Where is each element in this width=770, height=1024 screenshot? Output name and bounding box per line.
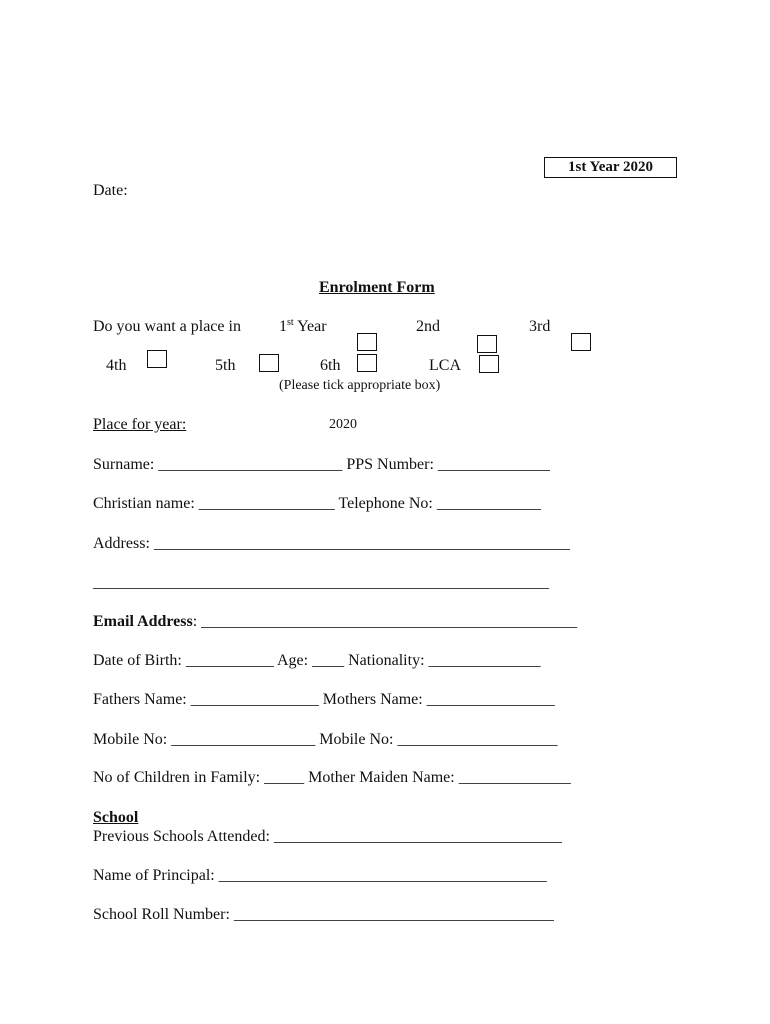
option-6th-label: 6th <box>320 357 341 374</box>
checkbox-5th-year[interactable] <box>259 354 279 372</box>
previous-schools-line[interactable]: Previous Schools Attended: ____________________________________ <box>93 828 562 845</box>
place-for-year-label: Place for year: <box>93 416 187 433</box>
checkbox-2nd-year[interactable] <box>477 335 497 353</box>
email-address-line[interactable] <box>93 613 577 631</box>
dob-age-nationality-line[interactable]: Date of Birth: ___________ Age: ____ Nationality: ______________ <box>93 652 541 669</box>
checkbox-6th-year[interactable] <box>357 354 377 372</box>
surname-pps-line[interactable]: Surname: _______________________ PPS Number: ______________ <box>93 456 550 473</box>
tick-instruction: (Please tick appropriate box) <box>279 378 441 393</box>
form-title: Enrolment Form <box>319 279 435 296</box>
address-line-2[interactable]: _________________________________________________________ <box>93 574 549 591</box>
option-1st-year-label: 1st Year <box>279 317 327 335</box>
children-maiden-name-line[interactable]: No of Children in Family: _____ Mother Maiden Name: ______________ <box>93 769 571 786</box>
email-address-label: Email Address <box>93 613 193 630</box>
place-question: Do you want a place in <box>93 318 241 335</box>
checkbox-3rd-year[interactable] <box>571 333 591 351</box>
year-badge: 1st Year 2020 <box>544 157 677 178</box>
option-2nd-label: 2nd <box>416 318 440 335</box>
date-label: Date: <box>93 182 128 199</box>
school-roll-number-line[interactable]: School Roll Number: ________________________________________ <box>93 906 554 923</box>
checkbox-lca[interactable] <box>479 355 499 373</box>
school-heading: School <box>93 809 139 826</box>
checkbox-4th-year[interactable] <box>147 350 167 368</box>
parents-names-line[interactable]: Fathers Name: ________________ Mothers Name: ________________ <box>93 691 555 708</box>
mobile-numbers-line[interactable]: Mobile No: __________________ Mobile No: ____________________ <box>93 731 558 748</box>
email-address-blank[interactable]: : _______________________________________________ <box>192 613 578 630</box>
option-3rd-label: 3rd <box>529 318 551 335</box>
place-for-year-value: 2020 <box>329 417 357 432</box>
option-4th-label: 4th <box>106 357 127 374</box>
principal-name-line[interactable]: Name of Principal: _________________________________________ <box>93 867 547 884</box>
address-line[interactable]: Address: ____________________________________________________ <box>93 535 570 552</box>
christian-name-telephone-line[interactable]: Christian name: _________________ Telephone No: _____________ <box>93 495 541 512</box>
checkbox-1st-year[interactable] <box>357 333 377 351</box>
option-5th-label: 5th <box>215 357 236 374</box>
option-lca-label: LCA <box>429 357 461 374</box>
